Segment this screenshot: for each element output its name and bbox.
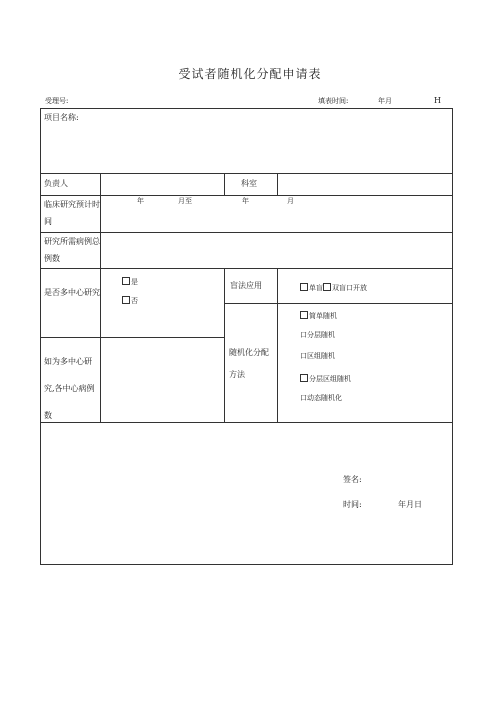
table-line — [40, 108, 41, 564]
total-cases-label: 研究所需病例总例数 — [44, 237, 100, 263]
project-name-field[interactable] — [101, 110, 451, 172]
checkbox-icon[interactable] — [122, 277, 130, 285]
table-line — [224, 173, 225, 195]
period-month-2: 月 — [287, 197, 294, 205]
rand-simple-option[interactable] — [300, 311, 337, 320]
table-line — [40, 268, 453, 269]
blinding-single-label: 单盲 — [309, 284, 323, 292]
table-line — [40, 108, 453, 109]
department-label: 科室 — [241, 179, 257, 188]
responsible-field[interactable] — [101, 175, 223, 194]
table-line — [40, 422, 453, 423]
period-year-1: 年 — [137, 197, 144, 205]
rand-simple-label: 简单随机 — [309, 312, 337, 320]
trial-period-label: 临床研究预计时间 — [44, 200, 100, 226]
checkbox-icon[interactable] — [122, 296, 130, 304]
total-cases-field[interactable] — [101, 234, 451, 267]
no-option-label: 否 — [131, 297, 138, 305]
table-line — [452, 108, 453, 564]
table-line — [40, 564, 453, 565]
rand-strat-block-option[interactable] — [300, 374, 351, 383]
blinding-label: 盲法应用 — [230, 281, 262, 290]
multicenter-yes-option[interactable] — [122, 277, 138, 286]
checkbox-icon[interactable] — [300, 283, 308, 291]
signature-date: 年月日 — [398, 500, 422, 509]
period-year-2: 年 — [242, 197, 249, 205]
project-name-label: 项目名称: — [44, 113, 79, 122]
table-line — [224, 303, 453, 304]
blinding-options[interactable] — [300, 283, 367, 292]
fill-date-year-month: 年月 — [378, 97, 392, 105]
blinding-open-label: 口开放 — [346, 284, 367, 292]
center-cases-field[interactable] — [101, 339, 223, 421]
table-line — [224, 268, 225, 422]
department-field[interactable] — [278, 175, 451, 194]
blinding-double-label: 双盲 — [332, 284, 346, 292]
acceptance-no-label: 受理号: — [45, 97, 69, 105]
checkbox-icon[interactable] — [300, 311, 308, 319]
rand-dynamic-option[interactable]: 口动态随机化 — [300, 394, 342, 402]
checkbox-icon[interactable] — [300, 374, 308, 382]
center-cases-label: 如为多中心研究,各中心病例数 — [44, 357, 95, 420]
fill-date-label: 填表时间: — [318, 97, 349, 105]
signature-label: 签名: — [343, 475, 362, 484]
table-line — [40, 232, 453, 233]
rand-strat-block-label: 分层区组随机 — [309, 375, 351, 383]
yes-option-label: 是 — [131, 278, 138, 286]
checkbox-icon[interactable] — [323, 283, 331, 291]
table-line — [40, 173, 453, 174]
table-line — [40, 337, 225, 338]
form-title: 受试者随机化分配申请表 — [178, 67, 322, 81]
table-line — [40, 195, 453, 196]
rand-block-option[interactable]: 口区组随机 — [300, 352, 335, 360]
time-label: 时间: — [343, 500, 362, 509]
rand-stratified-option[interactable]: 口分层随机 — [300, 331, 335, 339]
randomization-label: 随机化分配方法 — [229, 348, 269, 379]
multicenter-label: 是否多中心研究 — [44, 288, 100, 297]
responsible-label: 负责人 — [44, 179, 68, 188]
table-line — [277, 268, 278, 422]
fill-date-day: H — [434, 96, 441, 105]
multicenter-no-option[interactable] — [122, 296, 138, 305]
signature-field[interactable] — [372, 472, 448, 486]
period-month-to: 月至 — [178, 197, 192, 205]
